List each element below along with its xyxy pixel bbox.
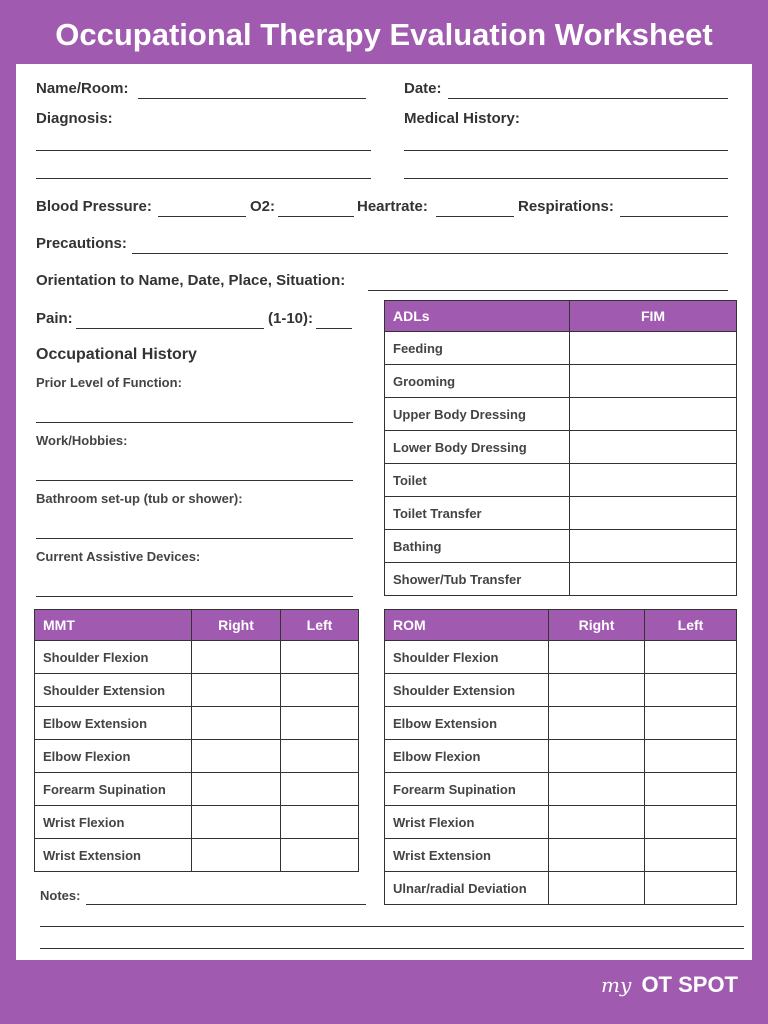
- mmt-row-label: Elbow Flexion: [35, 740, 192, 773]
- table-row: [35, 806, 359, 839]
- rom-row-label: Wrist Extension: [385, 839, 549, 872]
- table-row: [385, 806, 737, 839]
- rom-right-cell[interactable]: [549, 641, 645, 674]
- rom-left-cell[interactable]: [645, 641, 737, 674]
- table-row: [385, 365, 737, 398]
- table-row: [385, 740, 737, 773]
- mmt-row-label: Shoulder Extension: [35, 674, 192, 707]
- rom-right-cell[interactable]: [549, 674, 645, 707]
- prior-level-label: Prior Level of Function:: [36, 375, 182, 390]
- date-line[interactable]: [448, 98, 728, 99]
- rom-left-cell[interactable]: [645, 740, 737, 773]
- rom-right-cell[interactable]: [549, 872, 645, 905]
- adl-row-label: Grooming: [385, 365, 570, 398]
- table-row: [385, 398, 737, 431]
- rom-left-cell[interactable]: [645, 839, 737, 872]
- heartrate-line[interactable]: [436, 216, 514, 217]
- adl-row-label: Shower/Tub Transfer: [385, 563, 570, 596]
- bathroom-setup-line[interactable]: [36, 538, 353, 539]
- table-row: [385, 641, 737, 674]
- date-label: Date:: [404, 80, 442, 97]
- rom-right-cell[interactable]: [549, 740, 645, 773]
- mmt-left-header: Left: [281, 610, 359, 641]
- mmt-row-label: Forearm Supination: [35, 773, 192, 806]
- respirations-label: Respirations:: [518, 198, 614, 215]
- adl-row-label: Bathing: [385, 530, 570, 563]
- rom-left-header: Left: [645, 610, 737, 641]
- rom-row-label: Elbow Extension: [385, 707, 549, 740]
- assistive-devices-line[interactable]: [36, 596, 353, 597]
- fim-header: FIM: [570, 301, 737, 332]
- adl-row-label: Toilet Transfer: [385, 497, 570, 530]
- table-row: [35, 707, 359, 740]
- fim-cell[interactable]: [570, 563, 737, 596]
- fim-cell[interactable]: [570, 497, 737, 530]
- notes-line-2[interactable]: [40, 926, 744, 927]
- adl-row-label: Lower Body Dressing: [385, 431, 570, 464]
- o2-line[interactable]: [278, 216, 354, 217]
- name-room-label: Name/Room:: [36, 80, 129, 97]
- rom-left-cell[interactable]: [645, 707, 737, 740]
- heartrate-label: Heartrate:: [357, 198, 428, 215]
- rom-right-cell[interactable]: [549, 806, 645, 839]
- mmt-row-label: Shoulder Flexion: [35, 641, 192, 674]
- mmt-row-label: Elbow Extension: [35, 707, 192, 740]
- table-row: [385, 839, 737, 872]
- rom-right-cell[interactable]: [549, 773, 645, 806]
- rom-right-cell[interactable]: [549, 707, 645, 740]
- adl-header: ADLs: [385, 301, 570, 332]
- mmt-right-cell[interactable]: [192, 839, 281, 872]
- table-row: [385, 872, 737, 905]
- adl-row-label: Toilet: [385, 464, 570, 497]
- table-row: [35, 674, 359, 707]
- work-hobbies-line[interactable]: [36, 480, 353, 481]
- rom-row-label: Shoulder Flexion: [385, 641, 549, 674]
- table-row: [385, 563, 737, 596]
- blood-pressure-label: Blood Pressure:: [36, 198, 152, 215]
- rom-table: [384, 609, 737, 905]
- table-row: [35, 740, 359, 773]
- mmt-left-cell[interactable]: [281, 773, 359, 806]
- notes-line-3[interactable]: [40, 948, 744, 949]
- table-row: [385, 332, 737, 365]
- diagnosis-line-1[interactable]: [36, 150, 371, 151]
- respirations-line[interactable]: [620, 216, 728, 217]
- mmt-right-cell[interactable]: [192, 806, 281, 839]
- bathroom-setup-label: Bathroom set-up (tub or shower):: [36, 491, 243, 506]
- mmt-row-label: Wrist Extension: [35, 839, 192, 872]
- notes-line-1[interactable]: [86, 904, 366, 905]
- work-hobbies-label: Work/Hobbies:: [36, 433, 128, 448]
- mmt-right-cell[interactable]: [192, 674, 281, 707]
- medical-history-line-1[interactable]: [404, 150, 728, 151]
- mmt-right-cell[interactable]: [192, 641, 281, 674]
- rom-right-cell[interactable]: [549, 839, 645, 872]
- rom-row-label: Shoulder Extension: [385, 674, 549, 707]
- notes-label: Notes:: [40, 888, 81, 903]
- prior-level-line[interactable]: [36, 422, 353, 423]
- name-room-line[interactable]: [138, 98, 366, 99]
- medical-history-label: Medical History:: [404, 110, 520, 127]
- rom-header: ROM: [385, 610, 549, 641]
- mmt-right-header: Right: [192, 610, 281, 641]
- page-title: Occupational Therapy Evaluation Worksheet: [55, 17, 713, 52]
- rom-left-cell[interactable]: [645, 806, 737, 839]
- orientation-line[interactable]: [368, 290, 728, 291]
- mmt-left-cell[interactable]: [281, 740, 359, 773]
- fim-cell[interactable]: [570, 431, 737, 464]
- fim-cell[interactable]: [570, 398, 737, 431]
- rom-right-header: Right: [549, 610, 645, 641]
- rom-row-label: Wrist Flexion: [385, 806, 549, 839]
- table-row: [385, 431, 737, 464]
- pain-scale-label: (1-10):: [268, 310, 314, 327]
- mmt-header: MMT: [35, 610, 192, 641]
- table-row: [385, 773, 737, 806]
- table-row: [35, 641, 359, 674]
- pain-scale-line[interactable]: [316, 328, 352, 329]
- mmt-table: [34, 609, 359, 872]
- assistive-devices-label: Current Assistive Devices:: [36, 549, 201, 564]
- mmt-row-label: Wrist Flexion: [35, 806, 192, 839]
- pain-label: Pain:: [36, 310, 73, 327]
- adl-table: [384, 300, 737, 596]
- mmt-left-cell[interactable]: [281, 806, 359, 839]
- rom-left-cell[interactable]: [645, 773, 737, 806]
- rom-row-label: Ulnar/radial Deviation: [385, 872, 549, 905]
- precautions-label: Precautions:: [36, 235, 127, 252]
- mmt-left-cell[interactable]: [281, 839, 359, 872]
- blood-pressure-line[interactable]: [158, 216, 246, 217]
- fim-cell[interactable]: [570, 332, 737, 365]
- diagnosis-line-2[interactable]: [36, 178, 371, 179]
- table-row: [385, 530, 737, 563]
- fim-cell[interactable]: [570, 530, 737, 563]
- fim-cell[interactable]: [570, 365, 737, 398]
- table-row: [35, 773, 359, 806]
- rom-left-cell[interactable]: [645, 872, 737, 905]
- rom-left-cell[interactable]: [645, 674, 737, 707]
- mmt-left-cell[interactable]: [281, 641, 359, 674]
- orientation-label: Orientation to Name, Date, Place, Situation:: [36, 272, 346, 289]
- pain-line[interactable]: [76, 328, 264, 329]
- fim-cell[interactable]: [570, 464, 737, 497]
- table-row: [385, 674, 737, 707]
- brand-logo-my: my: [601, 973, 632, 997]
- table-row: [35, 839, 359, 872]
- medical-history-line-2[interactable]: [404, 178, 728, 179]
- adl-row-label: Feeding: [385, 332, 570, 365]
- mmt-right-cell[interactable]: [192, 773, 281, 806]
- worksheet-sheet: [16, 64, 752, 960]
- mmt-left-cell[interactable]: [281, 674, 359, 707]
- mmt-right-cell[interactable]: [192, 740, 281, 773]
- occupational-history-heading: Occupational History: [36, 346, 197, 363]
- brand-logo: [601, 972, 738, 998]
- table-row: [385, 464, 737, 497]
- rom-row-label: Elbow Flexion: [385, 740, 549, 773]
- table-row: [385, 497, 737, 530]
- precautions-line[interactable]: [132, 253, 728, 254]
- rom-row-label: Forearm Supination: [385, 773, 549, 806]
- table-row: [385, 707, 737, 740]
- diagnosis-label: Diagnosis:: [36, 110, 113, 127]
- o2-label: O2:: [250, 198, 276, 215]
- adl-row-label: Upper Body Dressing: [385, 398, 570, 431]
- mmt-left-cell[interactable]: [281, 707, 359, 740]
- mmt-right-cell[interactable]: [192, 707, 281, 740]
- brand-logo-text: OT SPOT: [641, 972, 738, 997]
